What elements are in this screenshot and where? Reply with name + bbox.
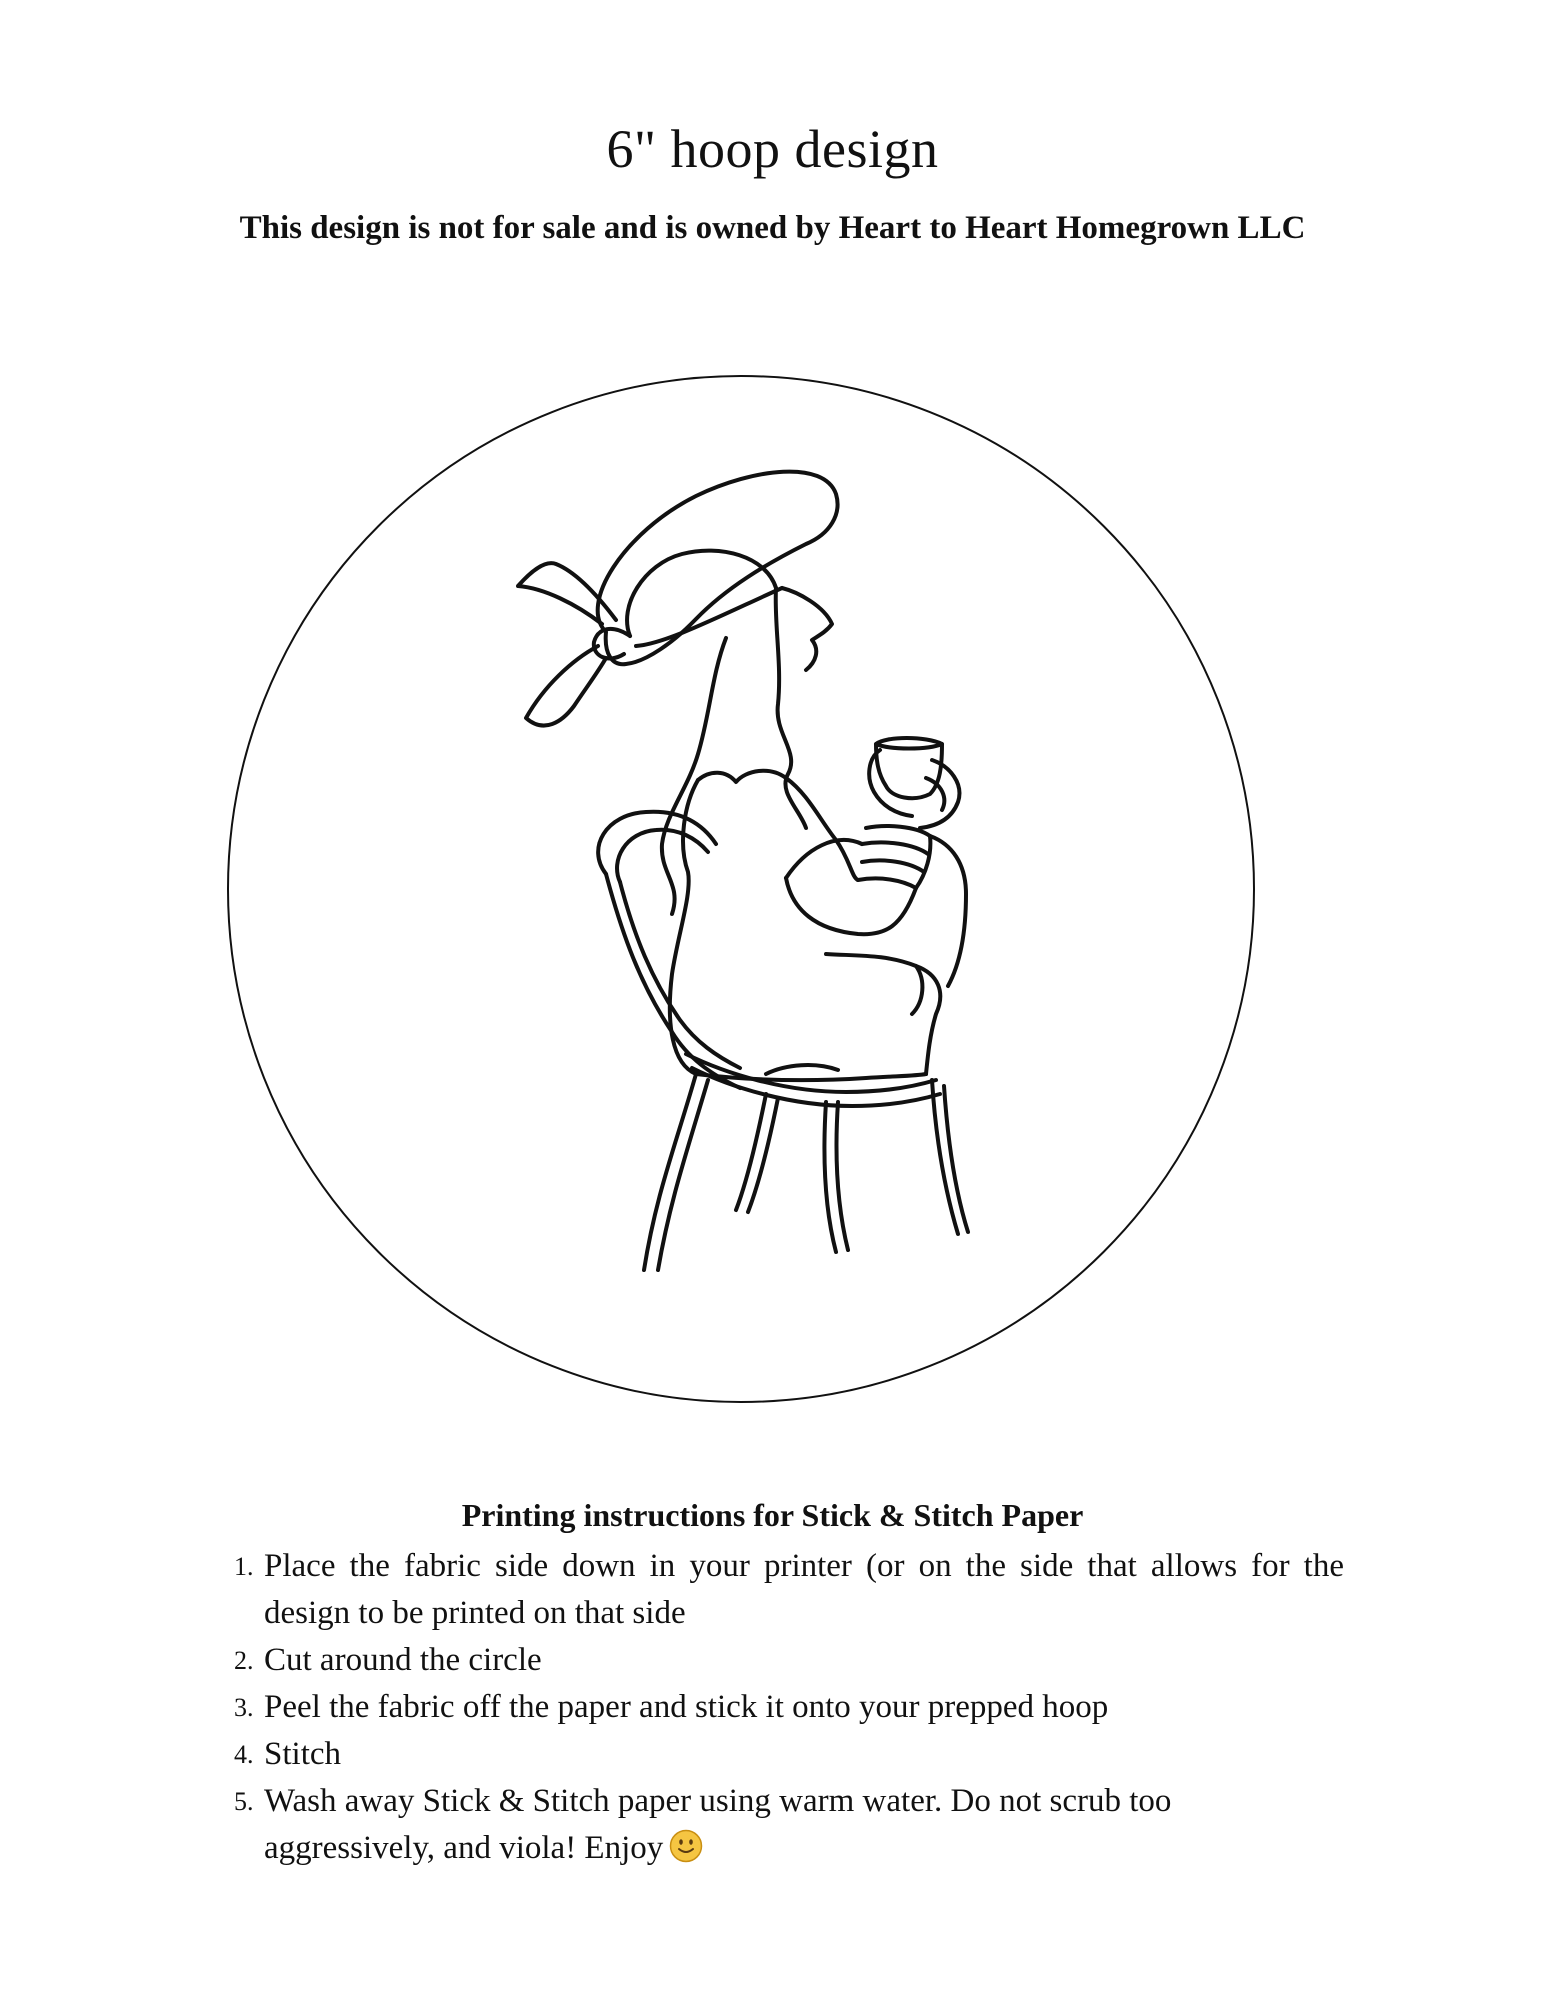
smiley-left-eye (679, 1839, 683, 1845)
smiley-face (671, 1831, 702, 1862)
instructions-heading: Printing instructions for Stick & Stitch Paper (461, 1497, 1084, 1533)
woman-in-sun-hat-on-chair-with-cup-icon (518, 472, 968, 1270)
step-text: Wash away Stick & Stitch paper using warm water. Do not scrub too aggressively, and viola! Enjoy (264, 1783, 1172, 1866)
hoop-svg (226, 374, 1256, 1404)
instruction-step (234, 1543, 1344, 1637)
step-text: Peel the fabric off the paper and stick it onto your prepped hoop (264, 1689, 1109, 1725)
step-number: 4. (234, 1740, 254, 1769)
step-number: 2. (234, 1646, 254, 1675)
instruction-step (234, 1778, 1344, 1872)
step-number: 5. (234, 1787, 254, 1816)
step-text-wrap (264, 1778, 1344, 1872)
smiley-right-eye (689, 1839, 693, 1845)
ownership-notice: This design is not for sale and is owned by Heart to Heart Homegrown LLC (239, 210, 1306, 246)
step-text: Place the fabric side down in your printer (or on the side that allows for the design to be printed on that side (264, 1548, 1344, 1631)
instructions-list (234, 1543, 1344, 1872)
instruction-step (234, 1731, 1344, 1778)
instruction-step (234, 1637, 1344, 1684)
page-title: 6" hoop design (606, 119, 939, 179)
instruction-step (234, 1684, 1344, 1731)
slightly-smiling-face-icon (669, 1829, 703, 1863)
step-number: 3. (234, 1693, 254, 1722)
step-number: 1. (234, 1552, 254, 1581)
hoop-design (226, 374, 1256, 1404)
hoop-circle (228, 376, 1254, 1402)
step-text: Cut around the circle (264, 1642, 542, 1678)
step-text: Stitch (264, 1736, 342, 1772)
